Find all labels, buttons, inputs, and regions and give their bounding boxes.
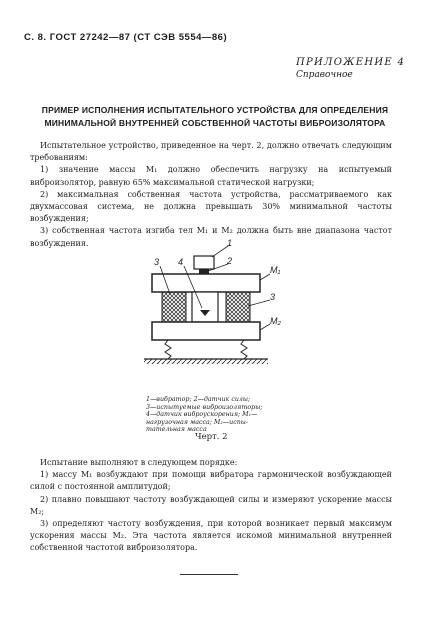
procedure-section	[30, 457, 392, 555]
label-2: 2	[227, 256, 233, 266]
isolator-right	[226, 292, 250, 322]
label-4: 4	[178, 257, 184, 267]
legend-line: 3—испытуемые виброизоляторы;	[146, 403, 263, 411]
legend-line: 1—вибратор; 2—датчик силы;	[146, 396, 251, 403]
procedure-item: 1) массу M₁ возбуждают при помощи вибратора гармонической возбуждающей силой с постоянной амплитудой;	[30, 470, 392, 492]
label-3-right: 3	[270, 292, 276, 302]
vibrator	[194, 256, 214, 269]
figure-legend	[146, 396, 282, 434]
requirements-section	[30, 140, 392, 250]
label-m2: M₂	[270, 316, 281, 326]
page-header: С. 8. ГОСТ 27242—87 (СТ СЭВ 5554—86)	[24, 32, 228, 43]
appendix-subtitle: Справочное	[296, 70, 353, 80]
requirements-intro: Испытательное устройство, приведенное на черт. 2, должно отвечать следующим требованиям:	[30, 141, 392, 163]
requirement-item: 3) собственная частота изгиба тел M₁ и M₂ должна быть вне диапазона частот возбуждения.	[30, 226, 392, 248]
legend-line: 4—датчик виброускорения; M₁—	[146, 411, 258, 419]
mass-m2	[152, 322, 260, 340]
procedure-intro: Испытание выполняют в следующем порядке:	[40, 458, 238, 467]
requirement-item: 2) максимальная собственная частота устройства, рассматриваемого как двухмассовая система, не должна превышать 30% минимальной частоты возбуждения;	[30, 189, 392, 224]
legend-line: нагрузочная масса; M₂—испы-	[146, 418, 249, 426]
procedure-item: 2) плавно повышают частоту возбуждающей силы и измеряют ускорение массы M₂;	[30, 494, 392, 516]
appendix-title: ПРИЛОЖЕНИЕ 4	[296, 57, 406, 68]
legend-line: тательная масса	[146, 426, 207, 434]
figure-caption: Черт. 2	[195, 432, 228, 442]
central-post	[192, 292, 218, 322]
ground-hatch	[144, 359, 268, 364]
section-title	[30, 104, 400, 130]
test-rig-drawing	[120, 236, 290, 386]
section-title-line-1: ПРИМЕР ИСПОЛНЕНИЯ ИСПЫТАТЕЛЬНОГО УСТРОЙСТВА ДЛЯ ОПРЕДЕЛЕНИЯ	[41, 105, 389, 115]
procedure-item: 3) определяют частоту возбуждения, при которой возникает первый максимум ускорения массы M₂. Эта частота является искомой минимальной внутренней собственной частотой виброизолятора.	[30, 519, 392, 553]
spring-right	[241, 340, 247, 359]
label-3-left: 3	[154, 257, 160, 267]
end-rule	[180, 574, 238, 575]
isolator-left	[162, 292, 186, 322]
requirement-item: 1) значение массы M₁ должно обеспечить нагрузку на испытуемый виброизолятор, равную 65% максимальной статической нагрузки;	[30, 165, 392, 187]
section-title-line-2: МИНИМАЛЬНОЙ ВНУТРЕННЕЙ СОБСТВЕННОЙ ЧАСТОТЫ ВИБРОИЗОЛЯТОРА	[44, 118, 386, 128]
appendix-block	[296, 56, 405, 82]
label-1: 1	[227, 238, 233, 248]
label-m1: M₁	[270, 265, 281, 275]
spring-left	[165, 340, 171, 359]
